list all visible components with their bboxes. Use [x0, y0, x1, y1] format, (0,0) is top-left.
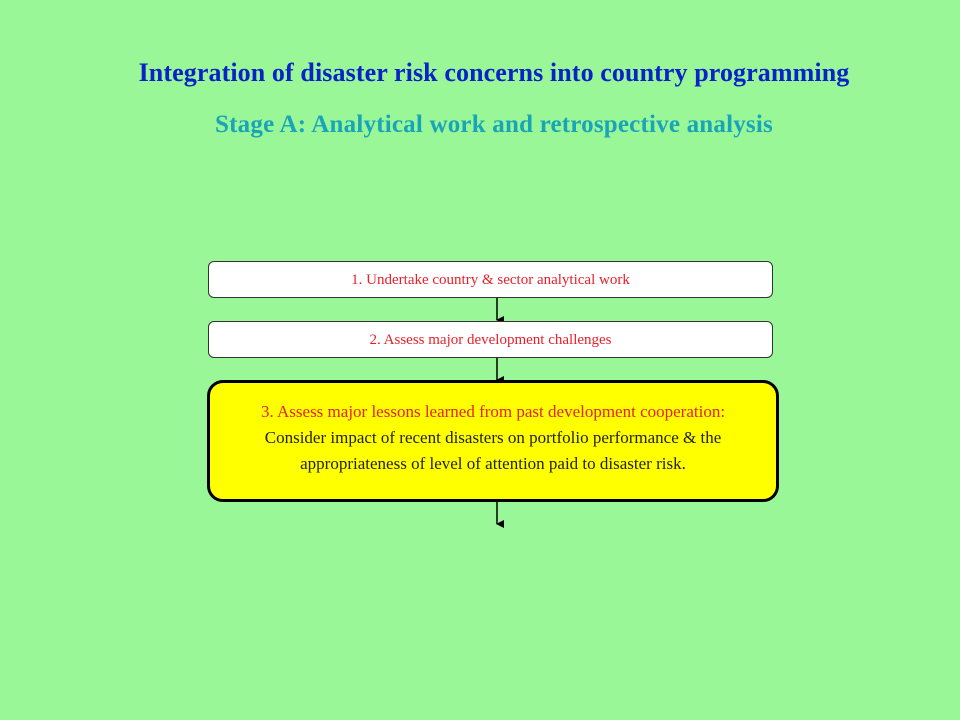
page-title: Integration of disaster risk concerns into country programming: [138, 58, 850, 87]
step-3-label: 3. Assess major lessons learned from past development cooperation:: [260, 402, 726, 421]
step-2-box: 2. Assess major development challenges: [208, 321, 773, 358]
page-subtitle: Stage A: Analytical work and retrospective analysis: [215, 111, 773, 138]
step-3-box: [207, 380, 779, 502]
step-3-detail: Consider impact of recent disasters on portfolio performance & the appropriateness of level of attention paid to disaster risk.: [264, 428, 722, 473]
step-1-box: 1. Undertake country & sector analytical work: [208, 261, 773, 298]
